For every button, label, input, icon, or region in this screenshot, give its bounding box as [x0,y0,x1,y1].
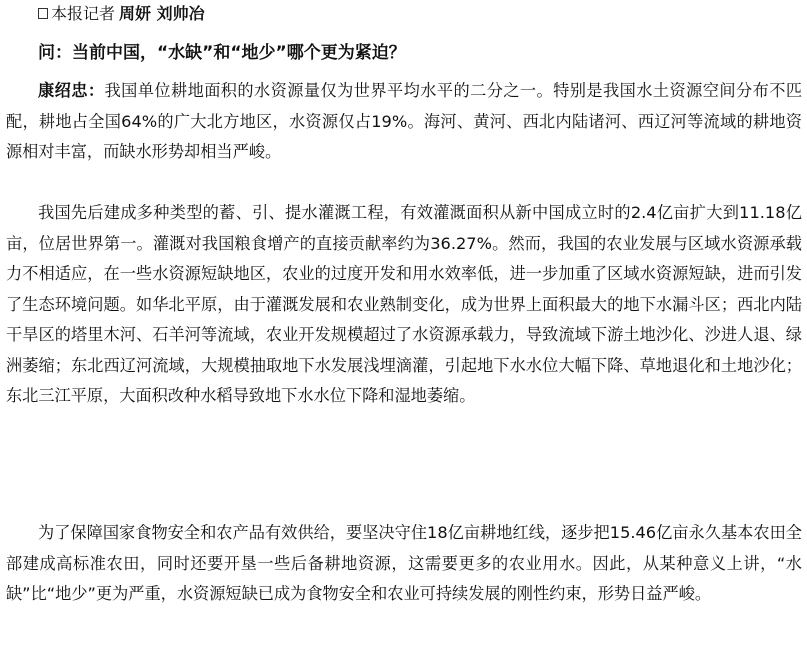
answer-paragraph-1 [6,76,802,168]
reporter-names: 周妍 刘帅冶 [119,4,205,23]
answer-paragraph-3: 为了保障国家食物安全和农产品有效供给，要坚决守住18亿亩耕地红线，逐步把15.46亿亩永久基本农田全部建成高标准农田，同时还要开垦一些后备耕地资源，这需要更多的农业用水。因此，从某种意义上讲，“水缺”比“地少”更为严重，水资源短缺已成为食物安全和农业可持续发展的刚性约束，形势日益严峻。 [6,523,802,603]
answer-paragraph-2: 我国先后建成多种类型的蓄、引、提水灌溉工程，有效灌溉面积从新中国成立时的2.4亿亩扩大到11.18亿亩，位居世界第一。灌溉对我国粮食增产的直接贡献率约为36.27%。然而，我国的农业发展与区域水资源承载力不相适应，在一些水资源短缺地区，农业的过度开发和用水效率低，进一步加重了区域水资源短缺，进而引发了生态环境问题。如华北平原，由于灌溉发展和农业熟制变化，成为世界上面积最大的地下水漏斗区；西北内陆干旱区的塔里木河、石羊河等流域，农业开发规模超过了水资源承载力，导致流域下游土地沙化、沙进人退、绿洲萎缩；东北西辽河流域，大规模抽取地下水发展浅埋滴灌，引起地下水水位大幅下降、草地退化和土地沙化；东北三江平原，大面积改种水稻导致地下水水位下降和湿地萎缩。 [6,203,802,405]
byline-label: 本报记者 [51,4,116,23]
byline [38,2,205,26]
square-bullet-icon [38,8,48,19]
answer-paragraph-1-text: 我国单位耕地面积的水资源量仅为世界平均水平的二分之一。特别是我国水土资源空间分布不匹配，耕地占全国64%的广大北方地区，水资源仅占19%。海河、黄河、西北内陆诸河、西辽河等流域的耕地资源相对丰富，而缺水形势却相当严峻。 [6,81,803,161]
speaker-name: 康绍忠： [38,81,105,100]
interview-question: 问：当前中国，“水缺”和“地少”哪个更为紧迫？ [38,43,406,63]
